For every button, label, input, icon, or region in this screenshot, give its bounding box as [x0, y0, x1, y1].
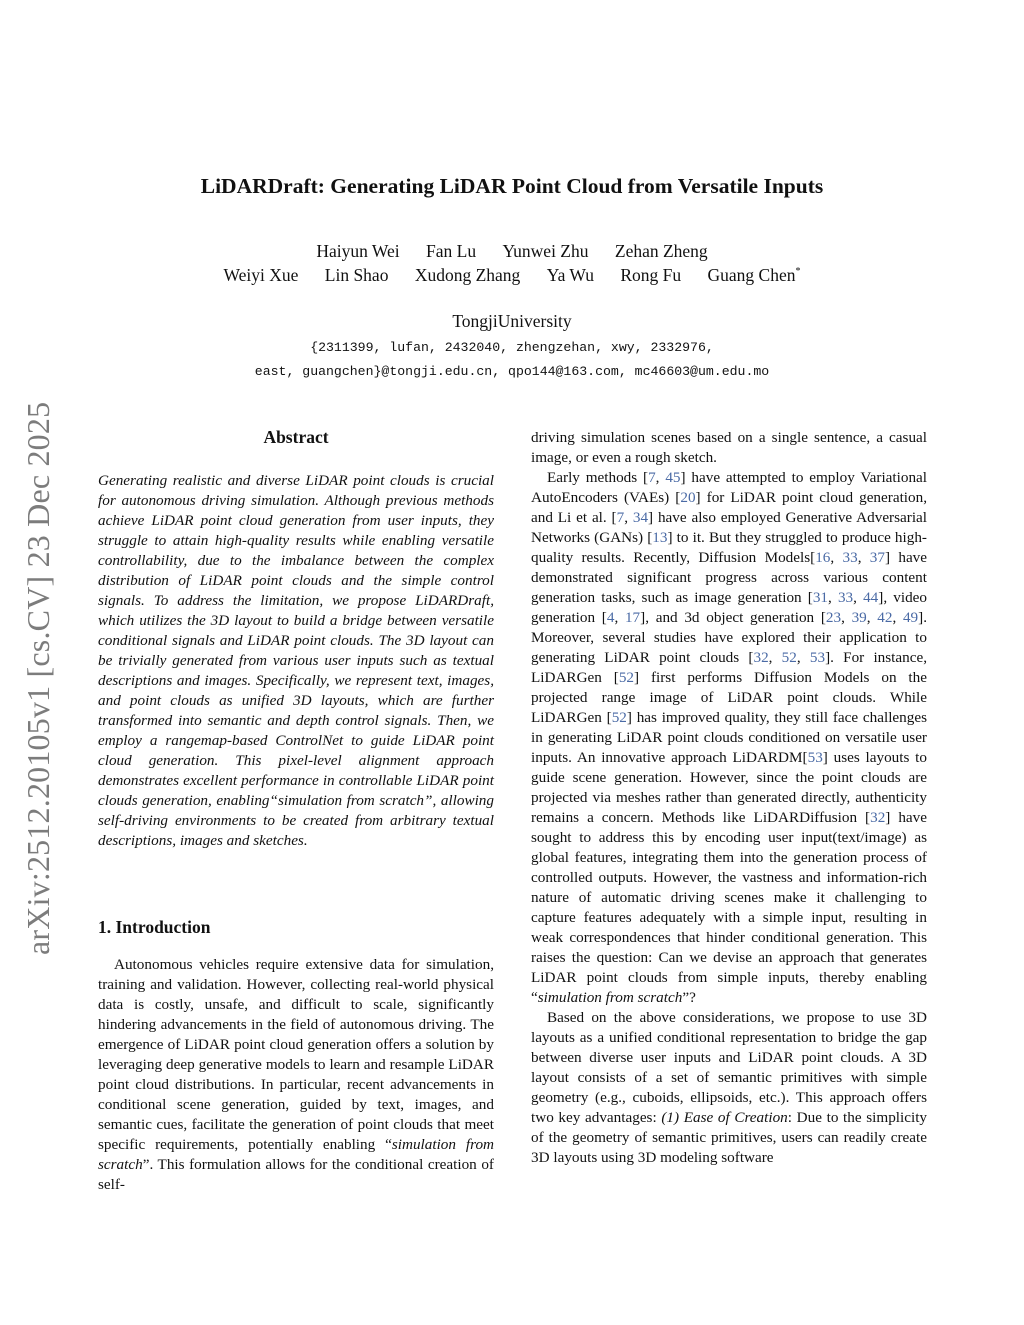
citation-link[interactable]: 33 [842, 549, 858, 566]
author-name: Haiyun Wei [316, 241, 400, 261]
intro-paragraph-3: Based on the above considerations, we propose to use 3D layouts as a unified conditional representation to bridge the gap between diverse user inputs and LiDAR point clouds. A 3D layout consists of a set of semantic primitives with simple geometry (e.g., cuboids, ellipsoids, etc.). This approach offers two key advantages: (1) Ease of Creation: Due to the simplicity of the geometry of semantic primitives, users can readily create 3D layouts using 3D modeling software [531, 1009, 928, 1166]
citation-link[interactable]: 34 [632, 509, 649, 526]
citation-link[interactable]: 42 [877, 609, 893, 626]
citation-link[interactable]: 31 [812, 589, 829, 606]
author-list-row-2 [0, 265, 1024, 286]
author-name: Xudong Zhang [414, 265, 521, 285]
author-name: Guang Chen [707, 265, 796, 285]
intro-paragraph-1: Autonomous vehicles require extensive data for simulation, training and validation. However, collecting real-world physical data is costly, unsafe, and difficult to scale, significantly hindering advancements in the field of autonomous driving. The emergence of LiDAR point cloud generation offers a solution by leveraging deep generative models to learn and resample LiDAR point cloud distributions. In particular, recent advancements in conditional scene generation, guided by text, images, and semantic cues, facilitate the generation of point clouds that meet specific requirements, potentially enabling “simulation from scratch”. This formulation allows for the conditional creation of self- [98, 956, 495, 1193]
citation-link[interactable]: 53 [809, 649, 826, 666]
author-name: Yunwei Zhu [502, 241, 589, 261]
citation-link[interactable]: 52 [781, 649, 797, 666]
author-name: Fan Lu [426, 241, 477, 261]
affiliation: TongjiUniversity [452, 311, 572, 331]
paper-title: LiDARDraft: Generating LiDAR Point Cloud from Versatile Inputs [200, 174, 824, 198]
author-emails-line-2: east, guangchen}@tongji.edu.cn, qpo144@163.com, mc46603@um.edu.mo [254, 364, 770, 379]
emphasis: simulation from scratch [98, 1136, 495, 1173]
citation-link[interactable]: 52 [618, 669, 635, 686]
citation-link[interactable]: 7 [616, 509, 625, 526]
section-heading-introduction: 1. Introduction [98, 917, 211, 937]
citation-link[interactable]: 37 [869, 549, 885, 566]
emphasis: simulation from scratch [537, 989, 683, 1006]
author-name: Zehan Zheng [614, 241, 708, 261]
citation-link[interactable]: 20 [680, 489, 696, 506]
citation-link[interactable]: 16 [815, 549, 831, 566]
author-emails-line-1: {2311399, lufan, 2432040, zhengzehan, xwy, 2332976, [310, 340, 714, 355]
introduction-left-column [98, 955, 494, 1195]
author-name-corresponding [708, 265, 801, 285]
intro-paragraph-continued: driving simulation scenes based on a single sentence, a casual image, or even a rough sketch. [531, 429, 927, 466]
citation-link[interactable]: 53 [807, 749, 823, 766]
author-list-row-1 [0, 241, 1024, 262]
citation-link[interactable]: 39 [851, 609, 867, 626]
emphasis: (1) Ease of Creation [661, 1109, 788, 1126]
citation-link[interactable]: 45 [665, 469, 681, 486]
citation-link[interactable]: 4 [606, 609, 615, 626]
author-name: Lin Shao [324, 265, 389, 285]
citation-link[interactable]: 33 [837, 589, 854, 606]
citation-link[interactable]: 44 [863, 589, 879, 606]
introduction-right-column [531, 428, 927, 1168]
author-name: Rong Fu [620, 265, 682, 285]
abstract-text: Generating realistic and diverse LiDAR point clouds is crucial for autonomous driving simulation. Although previous methods achieve LiDAR point cloud generation from user inputs, they struggle to attain high-quality results while enabling versatile controllability, due to the imbalance between the complex distribution of LiDAR point clouds and the simple control signals. To address the limitation, we propose LiDARDraft, which utilizes the 3D layout to build a bridge between versatile conditional signals and LiDAR point clouds. The 3D layout can be trivially generated from various user inputs such as textual descriptions and images. Specifically, we represent text, images, and point clouds as unified 3D layouts, which are further transformed into semantic and depth control signals. Then, we employ a rangemap-based ControlNet to guide LiDAR point cloud generation. This pixel-level alignment approach demonstrates excellent performance in controllable LiDAR point clouds generation, enabling“simulation from scratch”, allowing self-driving environments to be created from arbitrary textual descriptions, images and sketches. [98, 472, 494, 849]
citation-link[interactable]: 23 [825, 609, 842, 626]
abstract-heading: Abstract [263, 427, 329, 447]
corresponding-author-mark: * [795, 266, 801, 278]
citation-link[interactable]: 32 [753, 649, 769, 666]
citation-link[interactable]: 13 [652, 529, 668, 546]
citation-link[interactable]: 17 [624, 609, 641, 626]
arxiv-stamp: arXiv:2512.20105v1 [cs.CV] 23 Dec 2025 [20, 401, 56, 955]
citation-link[interactable]: 49 [902, 609, 919, 626]
author-name: Weiyi Xue [223, 265, 299, 285]
citation-link[interactable]: 32 [870, 809, 886, 826]
abstract-body [98, 471, 494, 851]
citation-link[interactable]: 52 [611, 709, 627, 726]
intro-paragraph-2: Early methods [7, 45] have attempted to employ Variational AutoEncoders (VAEs) [20] for LiDAR point cloud generation, and Li et al. [7, 34] have also employed Generative Adversarial Networks (GANs) [13] to it. But they struggled to produce high-quality results. Recently, Diffusion Models[16, 33, 37] have demonstrated significant progress across various content generation tasks, such as image generation [31, 33, 44], video generation [4, 17], and 3d object generation [23, 39, 42, 49]. Moreover, several studies have explored their application to generating LiDAR point clouds [32, 52, 53]. For instance, LiDARGen [52] first performs Diffusion Models on the projected range image of LiDAR point clouds. While LiDARGen [52] has improved quality, they still face challenges in generating LiDAR point clouds conditioned on versatile user inputs. An innovative approach LiDARDM[53] uses layouts to guide scene generation. However, since the point clouds are projected via meshes rather than generated directly, authenticity remains a concern. Methods like LiDARDiffusion [32] have sought to address this by encoding user input(text/image) as global features, integrating them into the generation process of controlled outputs. However, the vastness and information-rich nature of automatic driving scenes make it challenging to capture features adequately with a simple input, resulting in weak correspondences that hinder conditional generation. This raises the question: Can we devise an approach that generates LiDAR point clouds from simple inputs, thereby enabling “simulation from scratch”? [531, 469, 928, 1006]
citation-link[interactable]: 7 [648, 469, 656, 486]
author-name: Ya Wu [546, 265, 594, 285]
